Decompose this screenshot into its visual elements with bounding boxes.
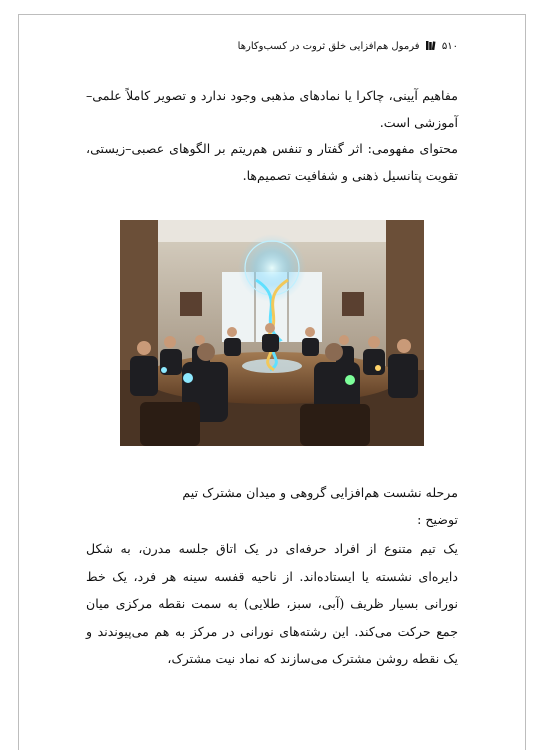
running-header <box>86 40 458 54</box>
paragraph-2: محتوای مفهومی: اثر گفتار و تنفس هم‌ریتم بر الگوهای عصبی–زیستی، تقویت پتانسیل ذهنی و شفافیت تصمیم‌ها. <box>86 141 458 183</box>
page-number: ۵۱۰ <box>441 41 458 52</box>
paragraph-3: یک تیم متنوع از افراد حرفه‌ای در یک اتاق جلسه مدرن، به شکل دایره‌ای نشسته یا ایستاده‌اند. از ناحیه قفسه سینه هر فرد، یک خط نورانی بسیار ظریف (آبی، سبز، طلایی) به سمت نقطه مرکزی میان جمع حرکت می‌کند. این رشته‌های نورانی در مرکز به هم می‌پیوندند و یک نقطه روشن مشترک می‌سازند که نماد نیت مشترک، <box>86 541 458 666</box>
team-meeting-dna-hologram-image <box>120 220 424 446</box>
books-icon <box>426 41 436 50</box>
paragraph-1: مفاهیم آیینی، چاکرا یا نمادهای مذهبی وجود ندارد و تصویر کاملاً علمی–آموزشی است. <box>86 88 458 130</box>
caption-label: توضیح : <box>417 512 458 527</box>
caption-title: مرحله نشست هم‌افزایی گروهی و میدان مشترک تیم <box>182 485 458 500</box>
header-title: فرمول هم‌افزایی خلق ثروت در کسب‌وکارها <box>237 41 420 52</box>
document-page <box>86 0 458 750</box>
